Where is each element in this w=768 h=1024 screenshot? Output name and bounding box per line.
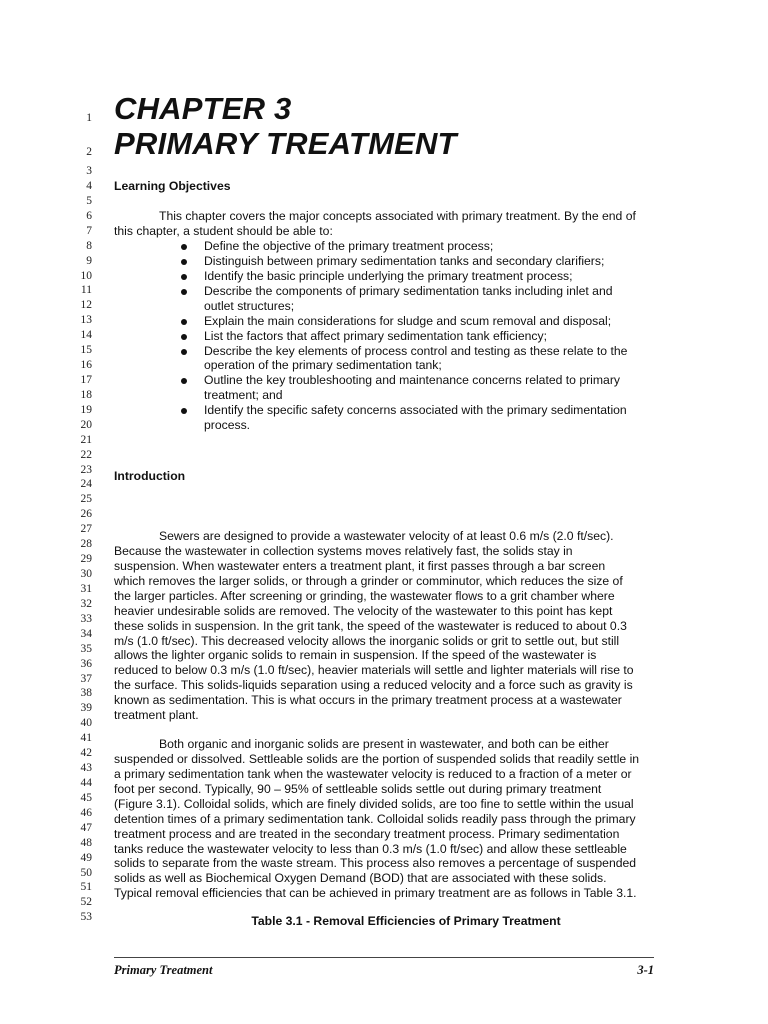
line-number: 45 [80,791,92,804]
paragraph-line: treatment plant. [114,708,199,723]
footer-page-number: 3-1 [637,963,654,977]
line-number: 28 [80,538,92,551]
line-number: 39 [80,702,92,715]
line-number: 19 [80,403,92,416]
line-number: 6 [86,209,92,222]
line-number: 35 [80,642,92,655]
line-number: 53 [80,911,92,924]
objective-bullet-text: Define the objective of the primary treatment process; [204,239,494,253]
line-number: 1 [86,112,92,124]
line-number: 34 [80,627,92,640]
line-number: 9 [86,254,92,267]
line-number: 43 [80,762,92,774]
paragraph-line: suspended or dissolved. Settleable solids are the portion of suspended solids that readily settle in [114,751,640,766]
paragraph-line: these solids in suspension. In the grit tank, the speed of the wastewater is reduced to about 0.3 [114,618,627,633]
line-number: 3 [86,165,92,177]
line-number: 12 [80,299,92,312]
line-number: 36 [80,657,92,670]
paragraph-line: tanks reduce the wastewater velocity to less than 0.3 m/s (1.0 ft/sec) and allow these settleable [114,841,627,856]
line-number: 40 [80,717,92,730]
objective-bullet-text: process. [204,418,251,433]
objective-bullet-text: Identify the basic principle underlying the primary treatment process; [204,268,573,283]
objective-bullet-text: Outline the key troubleshooting and maintenance concerns related to primary [204,373,620,388]
line-number: 18 [80,388,92,401]
objectives-intro-line-2: this chapter, a student should be able to: [114,224,333,238]
objective-bullet-text: outlet structures; [204,298,295,313]
chapter-title: PRIMARY TREATMENT [114,126,457,161]
line-number: 30 [80,568,92,580]
line-number: 22 [80,448,92,461]
paragraph-line: (Figure 3.1). Colloidal solids, which are finely divided solids, are too fine to settle within the usual [114,796,634,811]
line-number: 47 [80,821,92,834]
paragraph-line: treatment process and are treated in the secondary treatment process. Primary sedimentation [114,826,620,841]
learning-objectives-heading: Learning Objectives [114,179,231,193]
paragraph-line: Typical removal efficiencies that can be achieved in primary treatment are as follows in Table 3.1. [114,886,637,901]
footer-section-title: Primary Treatment [114,963,213,977]
line-number: 5 [86,194,92,207]
footer-rule [114,957,654,958]
bullet-dot-icon [181,408,187,414]
line-number: 42 [80,747,92,760]
line-number: 31 [80,582,92,595]
paragraph-line: reduced to below 0.3 m/s (1.0 ft/sec), heavier materials will settle and lighter materials will rise to [114,663,634,678]
objective-bullet-text: operation of the primary sedimentation tank; [204,358,442,373]
line-number: 2 [86,146,92,158]
paragraph-line: allows the lighter organic solids to remain in suspension. If the speed of the wastewater is [114,648,597,663]
line-number: 25 [80,493,92,506]
paragraph-line: the surface. This solids-liquids separation using a reduced velocity and a force such as gravity is [114,678,633,693]
bullet-dot-icon [181,378,187,384]
bullet-dot-icon [181,349,187,355]
objective-bullet-text: Explain the main considerations for sludge and scum removal and disposal; [204,313,612,328]
line-number: 37 [80,672,92,685]
table-caption: Table 3.1 - Removal Efficiencies of Primary Treatment [251,914,561,928]
line-number: 4 [86,179,92,192]
objective-bullet-text: Describe the key elements of process control and testing as these relate to the [204,343,628,358]
line-number: 52 [80,896,92,909]
introduction-heading: Introduction [114,469,186,483]
paragraph-line: Sewers are designed to provide a wastewater velocity of at least 0.6 m/s (2.0 ft/sec). [159,529,614,543]
paragraph-line: known as sedimentation. This is what occurs in the primary treatment process at a wastewater [114,693,622,708]
paragraph-line: m/s (1.0 ft/sec). This decreased velocity allows the inorganic solids or grit to settle out, but still [114,633,620,648]
line-number: 15 [80,344,92,357]
line-number: 10 [80,269,92,282]
bullet-dot-icon [181,244,187,250]
paragraph-line: heavier undesirable solids are removed. The velocity of the wastewater to this point has kept [114,603,613,618]
line-number: 41 [80,732,92,745]
line-number: 33 [80,612,92,625]
chapter-label: CHAPTER 3 [114,91,292,126]
line-number: 21 [80,433,92,446]
line-number: 14 [80,329,92,342]
line-number: 49 [80,851,92,864]
paragraph-line: foot per second. Typically, 90 – 95% of settleable solids settle out during primary treatment [114,781,602,796]
objective-bullet-text: Describe the components of primary sedimentation tanks including inlet and [204,283,613,298]
line-number: 38 [80,687,92,700]
line-number: 20 [80,418,92,431]
bullet-dot-icon [181,274,187,280]
paragraph-line: Because the wastewater in collection systems moves relatively fast, the solids stay in [114,543,573,558]
objectives-intro-line-1: This chapter covers the major concepts associated with primary treatment. By the end of [159,209,636,223]
line-number: 7 [86,224,92,237]
paragraph-line: the larger particles. After screening or grinding, the wastewater flows to a grit chamber where [114,588,615,603]
line-number: 32 [80,597,92,610]
line-number: 13 [80,314,92,327]
line-number: 50 [80,866,92,879]
line-number: 11 [80,284,92,297]
paragraph-line: which removes the larger solids, or through a grinder or comminutor, which reduces the size of [114,573,623,588]
line-number: 24 [80,478,92,491]
bullet-dot-icon [181,319,187,325]
objective-bullet-text: List the factors that affect primary sedimentation tank efficiency; [204,328,547,343]
line-number: 46 [80,806,92,819]
line-number: 27 [80,523,92,536]
line-number: 8 [86,239,92,252]
line-number: 48 [80,836,92,849]
line-number: 29 [80,553,92,565]
objective-bullet-text: Identify the specific safety concerns associated with the primary sedimentation [204,403,627,418]
line-number: 17 [80,374,92,386]
line-number: 51 [80,881,92,894]
line-number: 44 [80,776,92,789]
paragraph-line: solids as well as Biochemical Oxygen Demand (BOD) that are associated with these solids. [114,871,607,886]
paragraph-line: Both organic and inorganic solids are present in wastewater, and both can be either [159,737,609,751]
paragraph-line: solids to separate from the waste stream. This process also removes a percentage of suspended [114,856,637,871]
bullet-dot-icon [181,289,187,295]
paragraph-line: detention times of a primary sedimentation tank. Colloidal solids readily pass through the primary [114,811,636,826]
line-number: 26 [80,508,92,521]
objective-bullet-text: Distinguish between primary sedimentation tanks and secondary clarifiers; [204,253,605,268]
bullet-dot-icon [181,334,187,340]
bullet-dot-icon [181,259,187,265]
line-number: 16 [80,359,92,371]
line-number: 23 [80,463,92,476]
objective-bullet-text: treatment; and [204,388,283,403]
paragraph-line: a primary sedimentation tank when the wastewater velocity is reduced to a fraction of a meter or [114,766,632,781]
paragraph-line: suspension. When wastewater enters a treatment plant, it first passes through a bar screen [114,558,606,573]
